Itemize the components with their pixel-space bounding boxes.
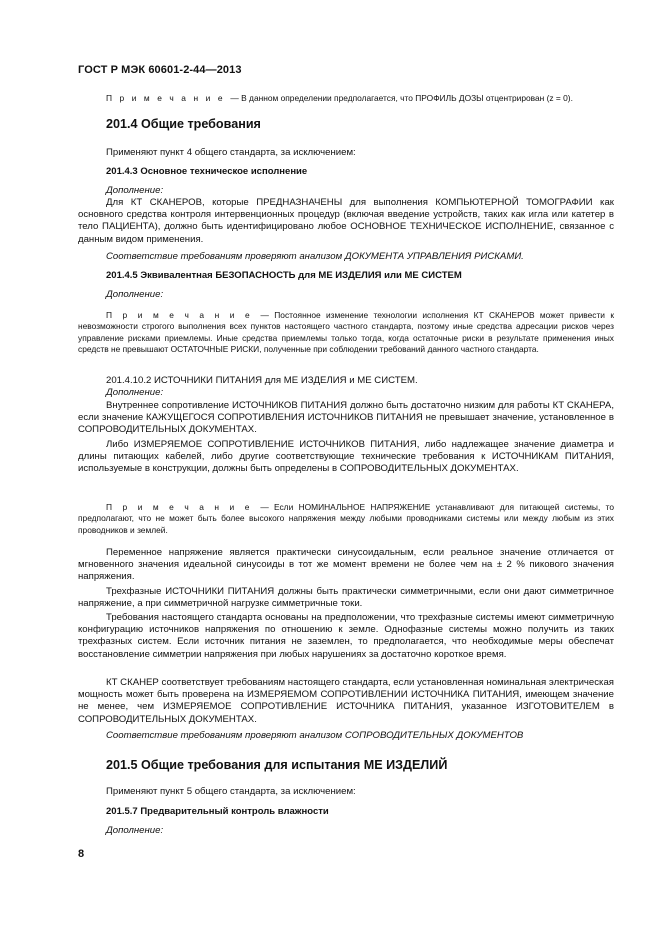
subsection-heading-201-4-5: 201.4.5 Эквивалентная БЕЗОПАСНОСТЬ для МЕ ИЗДЕЛИЯ или МЕ СИСТЕМ [106,270,462,281]
note-text: — В данном определении предполагается, что ПРОФИЛЬ ДОЗЫ отцентрирован (z = 0). [228,93,573,103]
paragraph-internal-resistance: Внутреннее сопротивление ИСТОЧНИКОВ ПИТАНИЯ должно быть достаточно низким для работы КТ СКАНЕРА, если значение КАЖУЩЕГОСЯ СОПРОТИВЛЕНИЯ ИСТОЧНИКОВ ПИТАНИЯ не превышает значение, установленное в СОПРОВОДИТЕЛЬНЫХ ДОКУМЕНТАХ. [78,400,614,436]
note-label: П р и м е ч а н и е [106,502,252,512]
note-label: П р и м е ч а н и е [106,93,226,103]
section-intro-201-4: Применяют пункт 4 общего стандарта, за исключением: [106,147,356,158]
paragraph-measured-resistance: Либо ИЗМЕРЯЕМОЕ СОПРОТИВЛЕНИЕ ИСТОЧНИКОВ ПИТАНИЯ, либо надлежащее значение диаметра и длины питающих кабелей, либо другие соответствующие технические требования к ИСТОЧНИКАМ ПИТАНИЯ, используемые в конструкции, должны быть определены в СОПРОВОДИТЕЛЬНЫХ ДОКУМЕНТАХ. [78,439,614,475]
page-number: 8 [78,848,85,860]
note-equivalent-safety [78,310,614,356]
note-text: — Если НОМИНАЛЬНОЕ НАПРЯЖЕНИЕ устанавливают для питающей системы, то предполагают, что не может быть более высокого напряжения между любыми проводниками системы или между любым из этих проводников и землей. [78,502,614,535]
subsection-heading-201-5-7: 201.5.7 Предварительный контроль влажности [106,806,329,817]
note-rated-voltage [78,502,614,536]
paragraph-three-phase: Трехфазные ИСТОЧНИКИ ПИТАНИЯ должны быть практически симметричными, если они дают симметричное напряжение, а при симметричной нагрузке симметричные токи. [78,586,614,610]
section-heading-201-5: 201.5 Общие требования для испытания МЕ ИЗДЕЛИЙ [106,758,448,772]
note-dose-profile [106,93,614,104]
paragraph-symmetry: Требования настоящего стандарта основаны на предположении, что трехфазные системы имеют симметричную конфигурацию источников напряжения по отношению к земле. Однофазные системы можно получить из таких трехфазных систем. Если источник питания не заземлен, то предполагается, что необходимые меры обеспечат восстановление симметрии напряжения при любых нарушениях за достаточно короткое время. [78,612,614,660]
note-label: П р и м е ч а н и е [106,310,253,320]
section-heading-201-4: 201.4 Общие требования [106,117,261,131]
compliance-statement: Соответствие требованиям проверяют анализом ДОКУМЕНТА УПРАВЛЕНИЯ РИСКАМИ. [106,251,524,262]
section-intro-201-5: Применяют пункт 5 общего стандарта, за исключением: [106,786,356,797]
addition-label: Дополнение: [106,825,164,836]
paragraph-ct-scanner-power: КТ СКАНЕР соответствует требованиям настоящего стандарта, если установленная номинальная электрическая мощность может быть проверена на ИЗМЕРЯЕМОМ СОПРОТИВЛЕНИИ ИСТОЧНИКА ПИТАНИЯ, имеющем значение не менее, чем ИЗМЕРЯЕМОЕ СОПРОТИВЛЕНИЕ ИСТОЧНИКА ПИТАНИЯ, указанное ИЗГОТОВИТЕЛЕМ в СОПРОВОДИТЕЛЬНЫХ ДОКУМЕНТАХ. [78,677,614,725]
paragraph-ct-interventional: Для КТ СКАНЕРОВ, которые ПРЕДНАЗНАЧЕНЫ для выполнения КОМПЬЮТЕРНОЙ ТОМОГРАФИИ как основного средства контроля интервенционных процедур (включая введение устройств, таких как игла или катетер в тело ПАЦИЕНТА), должно быть идентифицировано любое ОСНОВНОЕ ТЕХНИЧЕСКОЕ ИСПОЛНЕНИЕ, связанное с данным видом применения. [78,197,614,245]
note-text: — Постоянное изменение технологии исполнения КТ СКАНЕРОВ может привести к невозможности строгого выполнения всех пунктов настоящего частного стандарта, поэтому иные средства адресации рисков через управление рисками приемлемы. Иные средства приемлемы только тогда, когда остаточные риски в результате применения иных средств не превышают ОСТАТОЧНЫЕ РИСКИ, полученные при соблюдении требований данного частного стандарта. [78,310,614,355]
addition-label: Дополнение: [106,185,164,196]
addition-label: Дополнение: [106,289,164,300]
paragraph-ac-voltage: Переменное напряжение является практически синусоидальным, если реальное значение отличается от мгновенного значения идеальной синусоиды в тот же момент времени не более чем на ± 2 % пикового значения напряжения. [78,547,614,583]
subsection-heading-201-4-10-2: 201.4.10.2 ИСТОЧНИКИ ПИТАНИЯ для МЕ ИЗДЕЛИЯ и МЕ СИСТЕМ. [106,375,418,386]
document-header: ГОСТ Р МЭК 60601-2-44—2013 [78,64,242,76]
compliance-statement: Соответствие требованиям проверяют анализом СОПРОВОДИТЕЛЬНЫХ ДОКУМЕНТОВ [106,730,524,741]
addition-label: Дополнение: [106,387,164,398]
subsection-heading-201-4-3: 201.4.3 Основное техническое исполнение [106,166,308,177]
